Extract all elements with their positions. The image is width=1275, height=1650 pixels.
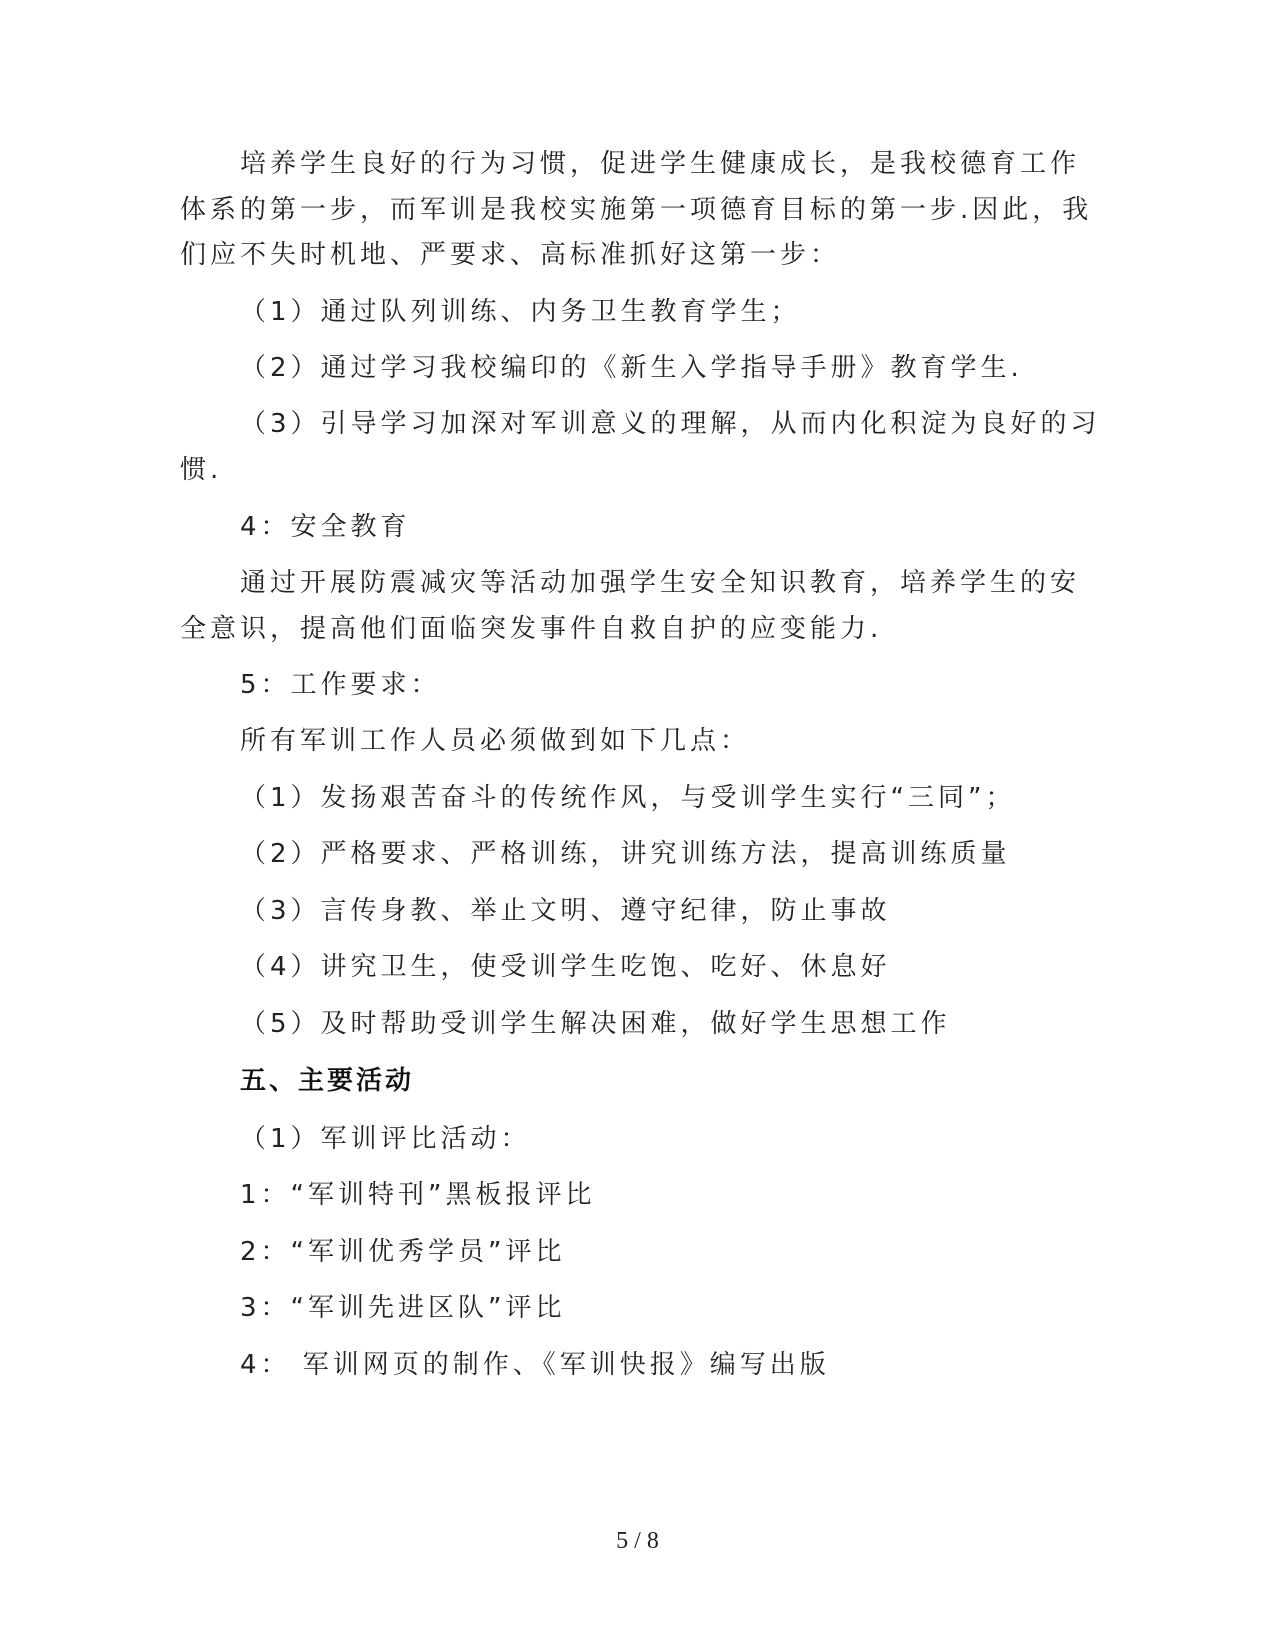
list-item: （1）发扬艰苦奋斗的传统作风，与受训学生实行“三同”； (240, 783, 1016, 813)
paragraph-line: 体系的第一步，而军训是我校实施第一项德育目标的第一步.因此，我 (180, 195, 1093, 225)
page-number: 5 / 8 (616, 1528, 659, 1554)
paragraph-line: 所有军训工作人员必须做到如下几点： (240, 726, 751, 756)
paragraph-line: 全意识，提高他们面临突发事件自救自护的应变能力. (180, 614, 883, 644)
paragraph-line: 培养学生良好的行为习惯，促进学生健康成长，是我校德育工作 (240, 149, 1081, 179)
list-item: 3：“军训先进区队”评比 (240, 1293, 566, 1323)
list-item: （2）严格要求、严格训练，讲究训练方法，提高训练质量 (240, 839, 1011, 869)
list-item: 1：“军训特刊”黑板报评比 (240, 1180, 596, 1210)
list-item: （1）通过队列训练、内务卫生教育学生； (240, 297, 801, 327)
list-item: （5）及时帮助受训学生解决困难，做好学生思想工作 (240, 1009, 951, 1039)
section-title: 4：安全教育 (240, 512, 411, 542)
list-item: （1）军训评比活动： (240, 1124, 531, 1154)
section-title: 5：工作要求： (240, 670, 441, 700)
list-item: 4： 军训网页的制作、《军训快报》编写出版 (240, 1350, 830, 1380)
paragraph-line: 们应不失时机地、严要求、高标准抓好这第一步： (180, 240, 841, 270)
list-item: （2）通过学习我校编印的《新生入学指导手册》教育学生. (240, 353, 1023, 383)
list-item: （4）讲究卫生，使受训学生吃饱、吃好、休息好 (240, 952, 891, 982)
paragraph-line: 惯. (180, 455, 223, 485)
list-item: （3）言传身教、举止文明、遵守纪律，防止事故 (240, 896, 891, 926)
section-heading: 五、主要活动 (240, 1066, 415, 1096)
list-item: 2：“军训优秀学员”评比 (240, 1237, 566, 1267)
paragraph-line: 通过开展防震减灾等活动加强学生安全知识教育，培养学生的安 (240, 568, 1081, 598)
list-item: （3）引导学习加深对军训意义的理解，从而内化积淀为良好的习 (240, 409, 1101, 439)
